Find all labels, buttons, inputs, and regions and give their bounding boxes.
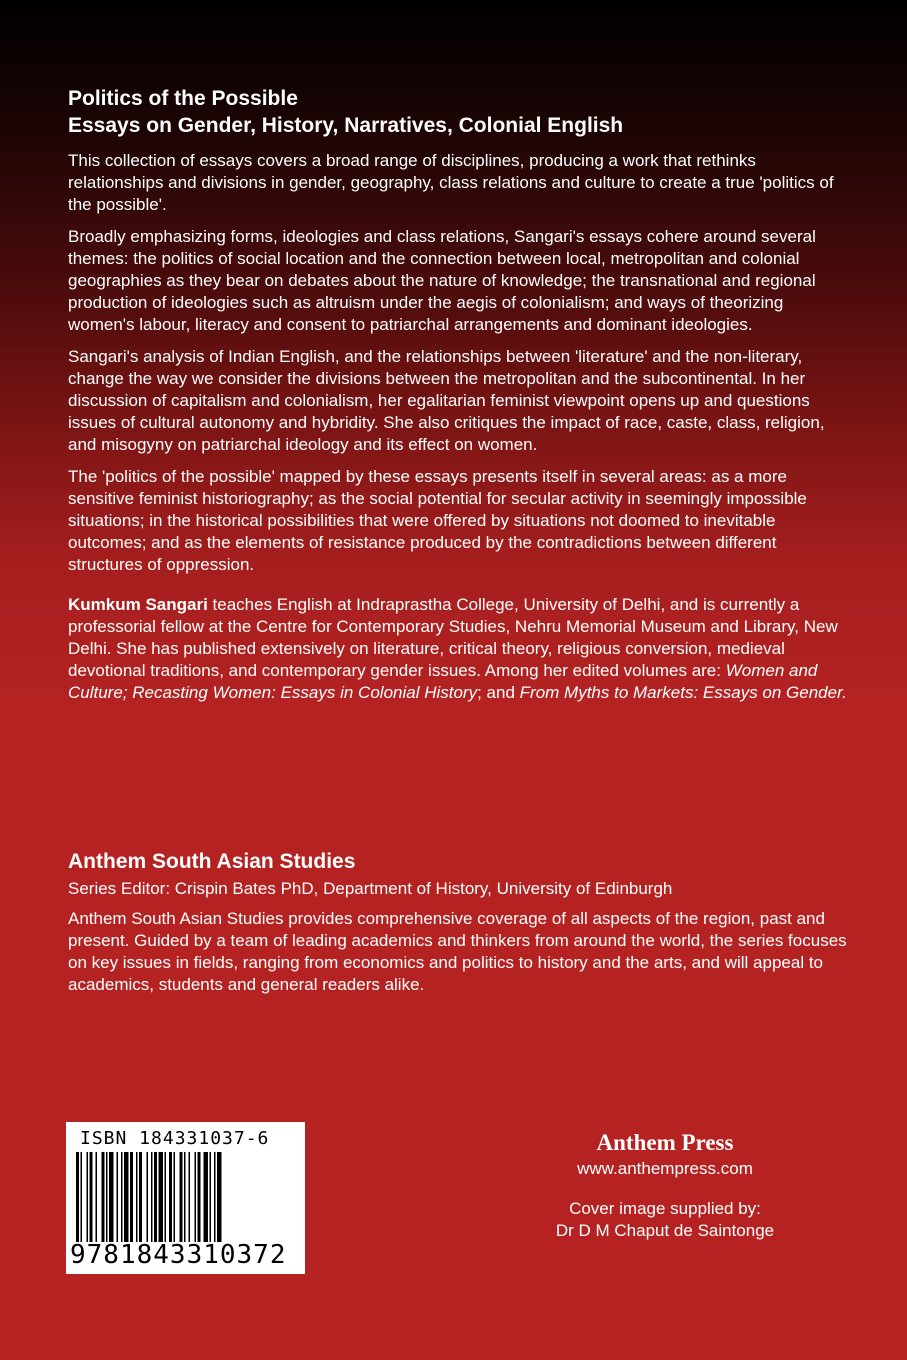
series-title: Anthem South Asian Studies bbox=[68, 850, 356, 873]
author-bio bbox=[68, 594, 848, 704]
book-subtitle: Essays on Gender, History, Narratives, Colonial English bbox=[68, 114, 624, 137]
author-bio-text: teaches English at Indraprastha College, University of Delhi, and is currently a professorial fellow at the Centre for Contemporary Studies, Nehru Memorial Museum and Library, New Delhi. She has published extensively on literature, critical theory, religious conversion, medieval devotional traditions, and contemporary gender issues. Among her edited volumes are: bbox=[68, 595, 838, 680]
barcode-bar bbox=[124, 1152, 129, 1242]
barcode-bar bbox=[189, 1152, 191, 1242]
barcode-bar bbox=[102, 1152, 105, 1242]
barcode-bar bbox=[154, 1152, 157, 1242]
barcode-bar bbox=[214, 1152, 216, 1242]
barcode-bar bbox=[117, 1152, 119, 1242]
barcode-bar bbox=[210, 1152, 212, 1242]
barcode-bar bbox=[147, 1152, 149, 1242]
barcode-bar bbox=[121, 1152, 123, 1242]
series-description: Anthem South Asian Studies provides comprehensive coverage of all aspects of the region, past and present. Guided by a team of leading academics and thinkers from around the world, the series focuses on key issues in fields, ranging from economics and politics to history and the arts, and will appeal to academics, students and general readers alike. bbox=[68, 909, 847, 994]
book-title: Politics of the Possible bbox=[68, 87, 298, 110]
barcode-bars bbox=[76, 1152, 296, 1242]
barcode-bar bbox=[195, 1152, 197, 1242]
back-cover-content bbox=[68, 86, 848, 714]
isbn-barcode bbox=[66, 1122, 305, 1274]
barcode-bar bbox=[130, 1152, 133, 1242]
series-editor: Series Editor: Crispin Bates PhD, Department of History, University of Edinburgh bbox=[68, 879, 673, 898]
publisher-name: Anthem Press bbox=[596, 1130, 734, 1155]
edited-volume-1: Women and Culture; Recasting Women: Essays in Colonial History bbox=[68, 661, 818, 702]
barcode-bar bbox=[90, 1152, 93, 1242]
barcode-bar bbox=[174, 1152, 176, 1242]
series-block bbox=[68, 848, 848, 1006]
barcode-bar bbox=[180, 1152, 183, 1242]
barcode-bar bbox=[81, 1152, 83, 1242]
barcode-bar bbox=[106, 1152, 108, 1242]
blurb-paragraph-1: This collection of essays covers a broad range of disciplines, producing a work that rethinks relationships and divisions in gender, geography, class relations and culture to create a true 'politics of the possible'. bbox=[68, 151, 834, 214]
volume-separator: ; and bbox=[477, 683, 520, 702]
barcode-bar bbox=[204, 1152, 209, 1242]
barcode-bar bbox=[169, 1152, 172, 1242]
isbn-label: ISBN 184331037-6 bbox=[80, 1128, 270, 1149]
author-name: Kumkum Sangari bbox=[68, 595, 208, 614]
barcode-bar bbox=[109, 1152, 114, 1242]
blurb-paragraph-3: Sangari's analysis of Indian English, and the relationships between 'literature' and the non-literary, change the way we consider the divisions between the metropolitan and the subcontinental. In her discussion of capitalism and colonialism, her egalitarian feminist viewpoint opens up and questions issues of cultural autonomy and hybridity. She also critiques the impact of race, caste, class, religion, and misogyny on patriarchal ideology and its effect on women. bbox=[68, 347, 825, 454]
publisher-block bbox=[520, 1128, 810, 1242]
edited-volume-2: From Myths to Markets: Essays on Gender. bbox=[519, 683, 847, 702]
barcode-bar bbox=[198, 1152, 201, 1242]
blurb-paragraph-4: The 'politics of the possible' mapped by these essays presents itself in several areas: as a more sensitive feminist historiography; as the social potential for secular activity in seemingly impossible situations; in the historical possibilities that were offered by situations not doomed to inevitable outcomes; and as the elements of resistance produced by the contradictions between different structures of oppression. bbox=[68, 467, 807, 574]
blurb-paragraph-2: Broadly emphasizing forms, ideologies and class relations, Sangari's essays cohere around several themes: the politics of social location and the connection between local, metropolitan and colonial geographies as they bear on debates about the nature of knowledge; the transnational and regional production of ideologies such as altruism under the aegis of colonialism; and ways of theorizing women's labour, literacy and consent to patriarchal arrangements and dominant ideologies. bbox=[68, 227, 816, 334]
barcode-bar bbox=[136, 1152, 138, 1242]
barcode-bar bbox=[139, 1152, 142, 1242]
barcode-bar bbox=[151, 1152, 153, 1242]
publisher-url: www.anthempress.com bbox=[577, 1159, 753, 1178]
cover-credit-line-2: Dr D M Chaput de Saintonge bbox=[555, 1221, 775, 1240]
barcode-bar bbox=[76, 1152, 79, 1242]
barcode-bar bbox=[96, 1152, 98, 1242]
barcode-bar bbox=[184, 1152, 186, 1242]
ean-number: 9781843310372 bbox=[70, 1240, 287, 1270]
barcode-bar bbox=[159, 1152, 164, 1242]
barcode-bar bbox=[87, 1152, 89, 1242]
barcode-bar bbox=[165, 1152, 167, 1242]
cover-credit-line-1: Cover image supplied by: bbox=[569, 1199, 761, 1218]
barcode-bar bbox=[217, 1152, 222, 1242]
